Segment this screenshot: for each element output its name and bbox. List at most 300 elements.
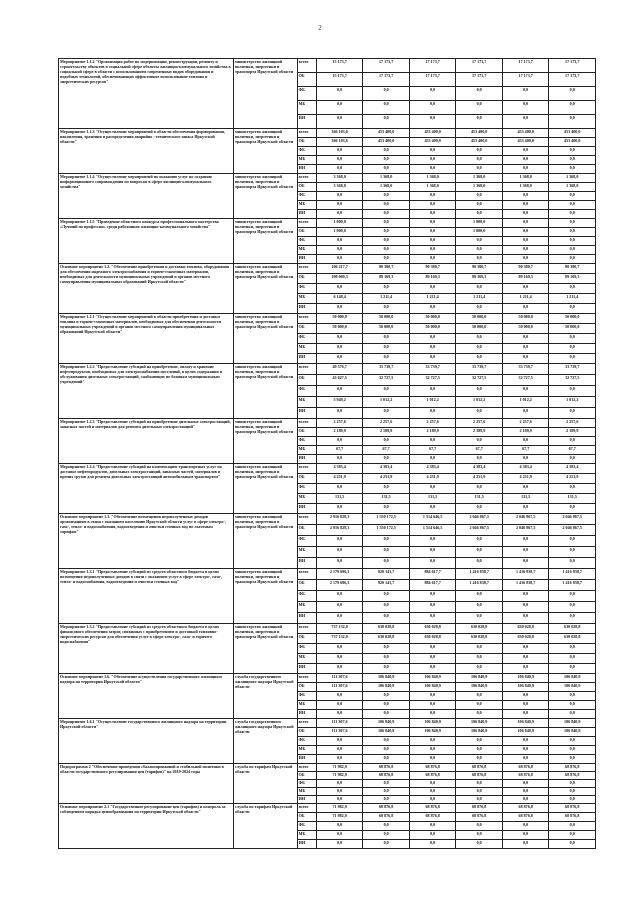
amount-cell: 15 173,7	[316, 73, 363, 87]
amount-cell: 17 173,7	[456, 73, 503, 87]
amount-cell: 0,0	[502, 710, 549, 719]
amount-cell: 106 840,9	[456, 674, 503, 683]
amount-cell: 0,0	[363, 664, 410, 674]
funding-source-label: ИИ	[297, 354, 316, 364]
amount-cell: 4 383,4	[409, 464, 456, 474]
measure-executor: министерство жилищной политики, энергетики и транспорта Иркутской области	[233, 364, 297, 419]
amount-cell: 0,0	[409, 780, 456, 788]
measure-executor: министерство жилищной политики, энергетики и транспорта Иркутской области	[233, 419, 297, 464]
amount-cell: 50 000,0	[409, 324, 456, 334]
amount-cell: 0,0	[409, 796, 456, 804]
amount-cell: 68 876,8	[456, 813, 503, 822]
amount-cell: 33 739,7	[502, 364, 549, 375]
amount-cell: 2 257,6	[363, 419, 410, 428]
amount-cell: 453 400,0	[502, 138, 549, 147]
amount-cell: 0,0	[363, 344, 410, 354]
amount-cell: 0,0	[409, 165, 456, 174]
amount-cell: 106 840,9	[456, 728, 503, 737]
amount-cell: 0,0	[409, 87, 456, 101]
amount-cell: 0,0	[363, 201, 410, 210]
amount-cell: 1 012,2	[363, 397, 410, 408]
amount-cell: 0,0	[456, 210, 503, 219]
amount-cell: 0,0	[549, 602, 596, 613]
amount-cell: 0,0	[549, 115, 596, 129]
amount-cell: 131,5	[409, 494, 456, 504]
amount-cell: 50 000,0	[502, 314, 549, 324]
amount-cell: 0,0	[409, 504, 456, 514]
amount-cell: 630 028,8	[456, 624, 503, 634]
amount-cell: 106 840,9	[502, 674, 549, 683]
amount-cell: 0,0	[549, 284, 596, 294]
amount-cell: 131,5	[316, 494, 363, 504]
amount-cell: 0,0	[409, 408, 456, 419]
amount-cell: 131,5	[363, 494, 410, 504]
amount-cell: 6 148,4	[316, 294, 363, 304]
amount-cell: 0,0	[363, 602, 410, 613]
amount-cell: 17 173,7	[549, 73, 596, 87]
amount-cell: 0,0	[456, 547, 503, 558]
table-row	[59, 59, 596, 73]
amount-cell: 0,0	[363, 156, 410, 165]
amount-cell: 366 103,6	[316, 129, 363, 138]
amount-cell: 0,0	[502, 210, 549, 219]
funding-source-label: ФБ	[297, 822, 316, 831]
amount-cell: 0,0	[549, 219, 596, 228]
amount-cell: 0,0	[549, 822, 596, 831]
amount-cell: 737 132,0	[316, 634, 363, 644]
amount-cell: 0,0	[316, 504, 363, 514]
amount-cell: 67,7	[456, 446, 503, 455]
amount-cell: 0,0	[502, 165, 549, 174]
amount-cell: 0,0	[409, 746, 456, 755]
amount-cell: 0,0	[456, 536, 503, 547]
amount-cell: 68 876,8	[549, 764, 596, 772]
amount-cell: 0,0	[409, 147, 456, 156]
amount-cell: 4 251,9	[363, 474, 410, 484]
amount-cell: 0,0	[549, 455, 596, 464]
amount-cell: 1 012,2	[456, 397, 503, 408]
funding-source-label: всего	[297, 804, 316, 813]
amount-cell: 0,0	[549, 536, 596, 547]
amount-cell: 0,0	[409, 644, 456, 654]
funding-source-label: МБ	[297, 746, 316, 755]
amount-cell: 1 368,0	[456, 174, 503, 183]
amount-cell: 2 046 867,5	[549, 525, 596, 536]
amount-cell: 0,0	[316, 386, 363, 397]
funding-source-label: ОБ	[297, 274, 316, 284]
amount-cell: 68 876,8	[502, 764, 549, 772]
amount-cell: 0,0	[316, 746, 363, 755]
amount-cell: 1 000,0	[316, 219, 363, 228]
amount-cell: 0,0	[316, 644, 363, 654]
amount-cell: 0,0	[549, 304, 596, 314]
amount-cell: 0,0	[316, 780, 363, 788]
funding-source-label: МБ	[297, 201, 316, 210]
budget-table-wrapper	[58, 58, 596, 849]
amount-cell: 4 251,9	[456, 474, 503, 484]
amount-cell: 0,0	[549, 788, 596, 796]
amount-cell: 0,0	[456, 284, 503, 294]
amount-cell: 0,0	[363, 755, 410, 764]
amount-cell: 1 416 838,7	[456, 569, 503, 580]
amount-cell: 0,0	[363, 840, 410, 849]
amount-cell: 0,0	[363, 192, 410, 201]
amount-cell: 1 000,0	[456, 228, 503, 237]
amount-cell: 106 840,9	[409, 683, 456, 692]
amount-cell: 68 876,8	[409, 804, 456, 813]
table-row	[59, 264, 596, 274]
amount-cell: 0,0	[363, 408, 410, 419]
amount-cell: 0,0	[316, 101, 363, 115]
amount-cell: 0,0	[549, 796, 596, 804]
measure-title: Основное мероприятие 1.6. "Обеспечение осуществления государственного жилищного надзора на территории Иркутской области"	[59, 674, 234, 719]
funding-source-label: ОБ	[297, 813, 316, 822]
amount-cell: 17 173,7	[502, 73, 549, 87]
amount-cell: 32 727,5	[502, 375, 549, 386]
funding-source-label: ИИ	[297, 304, 316, 314]
table-row	[59, 219, 596, 228]
amount-cell: 0,0	[363, 613, 410, 624]
amount-cell: 106 840,9	[363, 719, 410, 728]
amount-cell: 0,0	[502, 101, 549, 115]
amount-cell: 366 103,6	[316, 138, 363, 147]
amount-cell: 68 876,8	[502, 772, 549, 780]
funding-source-label: всего	[297, 514, 316, 525]
funding-source-label: ОБ	[297, 73, 316, 87]
amount-cell: 106 840,9	[363, 728, 410, 737]
amount-cell: 68 876,8	[456, 764, 503, 772]
amount-cell: 0,0	[316, 408, 363, 419]
amount-cell: 0,0	[549, 246, 596, 255]
amount-cell: 50 000,0	[456, 314, 503, 324]
amount-cell: 71 982,9	[316, 764, 363, 772]
measure-executor: министерство жилищной политики, энергетики и транспорта Иркутской области	[233, 174, 297, 219]
funding-source-label: МБ	[297, 547, 316, 558]
amount-cell: 0,0	[502, 237, 549, 246]
amount-cell: 0,0	[502, 386, 549, 397]
amount-cell: 1 368,0	[456, 183, 503, 192]
amount-cell: 884 617,7	[409, 580, 456, 591]
amount-cell: 0,0	[409, 201, 456, 210]
measure-title: Мероприятие 1.3.1 "Предоставление субсидий из средств областного бюджета в целях возмещения недополученных доходов в связи с оказанием услуг в сфере электро-, газо-, тепло- и водоснабжения, водоотведения и очистки сточных вод"	[59, 569, 234, 624]
funding-source-label: ИИ	[297, 115, 316, 129]
funding-source-label: ИИ	[297, 210, 316, 219]
amount-cell: 737 132,0	[316, 624, 363, 634]
amount-cell: 0,0	[409, 536, 456, 547]
amount-cell: 0,0	[549, 344, 596, 354]
amount-cell: 2 189,9	[549, 428, 596, 437]
amount-cell: 0,0	[502, 796, 549, 804]
amount-cell: 0,0	[502, 219, 549, 228]
funding-source-label: ФБ	[297, 780, 316, 788]
amount-cell: 4 383,4	[456, 464, 503, 474]
amount-cell: 50 000,0	[363, 324, 410, 334]
amount-cell: 0,0	[502, 255, 549, 264]
amount-cell: 0,0	[363, 219, 410, 228]
amount-cell: 1 416 838,7	[549, 569, 596, 580]
amount-cell: 100 069,3	[316, 274, 363, 284]
amount-cell: 0,0	[502, 644, 549, 654]
amount-cell: 884 617,7	[409, 569, 456, 580]
funding-source-label: всего	[297, 719, 316, 728]
amount-cell: 89 169,3	[409, 274, 456, 284]
amount-cell: 0,0	[316, 547, 363, 558]
funding-source-label: ИИ	[297, 165, 316, 174]
amount-cell: 1 416 838,7	[502, 580, 549, 591]
amount-cell: 106 840,9	[363, 674, 410, 683]
funding-source-label: МБ	[297, 788, 316, 796]
amount-cell: 0,0	[316, 591, 363, 602]
amount-cell: 67,7	[549, 446, 596, 455]
funding-source-label: МБ	[297, 602, 316, 613]
amount-cell: 68 876,8	[409, 813, 456, 822]
amount-cell: 2 257,6	[456, 419, 503, 428]
amount-cell: 1 211,4	[409, 294, 456, 304]
amount-cell: 33 739,7	[549, 364, 596, 375]
amount-cell: 0,0	[363, 644, 410, 654]
amount-cell: 106 840,9	[549, 728, 596, 737]
amount-cell: 0,0	[502, 788, 549, 796]
amount-cell: 50 000,0	[409, 314, 456, 324]
funding-source-label: ИИ	[297, 755, 316, 764]
amount-cell: 17 173,7	[409, 73, 456, 87]
amount-cell: 89 169,3	[456, 274, 503, 284]
funding-source-label: ОБ	[297, 525, 316, 536]
table-row	[59, 174, 596, 183]
amount-cell: 0,0	[456, 156, 503, 165]
amount-cell: 0,0	[409, 737, 456, 746]
amount-cell: 50 000,0	[456, 324, 503, 334]
amount-cell: 0,0	[316, 788, 363, 796]
funding-source-label: всего	[297, 364, 316, 375]
amount-cell: 0,0	[363, 334, 410, 344]
amount-cell: 0,0	[502, 87, 549, 101]
amount-cell: 5 949,2	[316, 397, 363, 408]
amount-cell: 1 368,0	[409, 174, 456, 183]
amount-cell: 0,0	[456, 788, 503, 796]
amount-cell: 920 143,7	[363, 569, 410, 580]
amount-cell: 0,0	[549, 87, 596, 101]
amount-cell: 106 840,9	[502, 719, 549, 728]
amount-cell: 2 179 696,3	[316, 569, 363, 580]
amount-cell: 0,0	[456, 344, 503, 354]
amount-cell: 0,0	[456, 192, 503, 201]
amount-cell: 630 028,8	[409, 624, 456, 634]
amount-cell: 0,0	[549, 504, 596, 514]
funding-source-label: всего	[297, 464, 316, 474]
amount-cell: 33 739,7	[363, 364, 410, 375]
amount-cell: 0,0	[363, 210, 410, 219]
amount-cell: 0,0	[549, 147, 596, 156]
amount-cell: 17 173,7	[409, 59, 456, 73]
amount-cell: 453 400,0	[456, 129, 503, 138]
measure-title: Основное мероприятие 2.1 "Государственное регулирование цен (тарифов) и контроль за соблюдением порядка ценообразования на территории Иркутской области"	[59, 804, 234, 849]
amount-cell: 49 576,7	[316, 364, 363, 375]
amount-cell: 0,0	[549, 755, 596, 764]
amount-cell: 0,0	[316, 701, 363, 710]
amount-cell: 0,0	[409, 591, 456, 602]
amount-cell: 0,0	[316, 165, 363, 174]
table-row	[59, 624, 596, 634]
funding-source-label: ФБ	[297, 87, 316, 101]
amount-cell: 50 000,0	[316, 314, 363, 324]
measure-executor: министерство жилищной политики, энергетики и транспорта Иркутской области	[233, 59, 297, 129]
amount-cell: 32 727,5	[549, 375, 596, 386]
amount-cell: 0,0	[549, 701, 596, 710]
funding-source-label: ИИ	[297, 840, 316, 849]
amount-cell: 0,0	[409, 788, 456, 796]
amount-cell: 0,0	[409, 219, 456, 228]
amount-cell: 0,0	[363, 101, 410, 115]
funding-source-label: МБ	[297, 831, 316, 840]
amount-cell: 0,0	[316, 822, 363, 831]
amount-cell: 0,0	[502, 246, 549, 255]
amount-cell: 0,0	[363, 591, 410, 602]
funding-source-label: ИИ	[297, 255, 316, 264]
amount-cell: 0,0	[456, 822, 503, 831]
measure-executor: министерство жилищной политики, энергетики и транспорта Иркутской области	[233, 129, 297, 174]
amount-cell: 0,0	[409, 344, 456, 354]
amount-cell: 0,0	[456, 796, 503, 804]
amount-cell: 0,0	[363, 547, 410, 558]
amount-cell: 0,0	[409, 210, 456, 219]
amount-cell: 0,0	[502, 547, 549, 558]
amount-cell: 0,0	[456, 484, 503, 494]
amount-cell: 1 514 646,5	[409, 514, 456, 525]
amount-cell: 0,0	[502, 746, 549, 755]
measure-executor: служба по тарифам Иркутской области	[233, 804, 297, 849]
funding-source-label: ОБ	[297, 772, 316, 780]
funding-source-label: ОБ	[297, 474, 316, 484]
amount-cell: 0,0	[363, 237, 410, 246]
table-row	[59, 569, 596, 580]
amount-cell: 0,0	[502, 304, 549, 314]
amount-cell: 0,0	[456, 354, 503, 364]
amount-cell: 68 876,8	[502, 804, 549, 813]
amount-cell: 0,0	[409, 547, 456, 558]
measure-executor: служба государственного жилищного надзора Иркутской области	[233, 719, 297, 764]
amount-cell: 17 173,7	[456, 59, 503, 73]
funding-source-label: МБ	[297, 101, 316, 115]
amount-cell: 0,0	[456, 654, 503, 664]
funding-source-label: ИИ	[297, 504, 316, 514]
amount-cell: 17 173,7	[363, 73, 410, 87]
amount-cell: 2 257,6	[409, 419, 456, 428]
funding-source-label: МБ	[297, 246, 316, 255]
amount-cell: 0,0	[409, 484, 456, 494]
amount-cell: 1 368,0	[502, 174, 549, 183]
funding-source-label: МБ	[297, 156, 316, 165]
amount-cell: 0,0	[549, 547, 596, 558]
amount-cell: 3 368,0	[316, 174, 363, 183]
amount-cell: 0,0	[409, 246, 456, 255]
amount-cell: 0,0	[502, 822, 549, 831]
amount-cell: 2 257,6	[502, 419, 549, 428]
amount-cell: 1 368,0	[409, 183, 456, 192]
amount-cell: 0,0	[363, 284, 410, 294]
funding-source-label: всего	[297, 219, 316, 228]
measure-executor: служба государственного жилищного надзора Иркутской области	[233, 674, 297, 719]
amount-cell: 453 400,0	[409, 138, 456, 147]
amount-cell: 0,0	[502, 284, 549, 294]
amount-cell: 0,0	[409, 822, 456, 831]
amount-cell: 0,0	[549, 210, 596, 219]
amount-cell: 0,0	[409, 755, 456, 764]
amount-cell: 2 046 867,5	[456, 514, 503, 525]
amount-cell: 68 876,8	[549, 804, 596, 813]
amount-cell: 0,0	[549, 654, 596, 664]
amount-cell: 0,0	[409, 455, 456, 464]
amount-cell: 0,0	[316, 255, 363, 264]
amount-cell: 68 876,8	[549, 813, 596, 822]
amount-cell: 4 251,9	[502, 474, 549, 484]
amount-cell: 0,0	[502, 591, 549, 602]
amount-cell: 0,0	[409, 654, 456, 664]
amount-cell: 90 380,7	[409, 264, 456, 274]
amount-cell: 68 876,8	[456, 772, 503, 780]
amount-cell: 0,0	[456, 692, 503, 701]
amount-cell: 50 000,0	[316, 324, 363, 334]
amount-cell: 0,0	[549, 354, 596, 364]
funding-source-label: всего	[297, 129, 316, 138]
funding-source-label: ОБ	[297, 138, 316, 147]
funding-source-label: всего	[297, 419, 316, 428]
amount-cell: 630 028,8	[549, 624, 596, 634]
amount-cell: 2 189,9	[316, 428, 363, 437]
amount-cell: 0,0	[502, 484, 549, 494]
amount-cell: 0,0	[549, 710, 596, 719]
amount-cell: 0,0	[363, 484, 410, 494]
funding-source-label: ИИ	[297, 613, 316, 624]
amount-cell: 0,0	[549, 437, 596, 446]
amount-cell: 0,0	[363, 536, 410, 547]
amount-cell: 17 173,7	[502, 59, 549, 73]
amount-cell: 0,0	[549, 840, 596, 849]
amount-cell: 131,5	[456, 494, 503, 504]
funding-source-label: ФБ	[297, 334, 316, 344]
amount-cell: 0,0	[549, 664, 596, 674]
measure-title: Мероприятие 1.6.1 "Осуществление государственного жилищного надзора на территории Иркутской области"	[59, 719, 234, 764]
funding-source-label: ФБ	[297, 484, 316, 494]
amount-cell: 453 400,0	[456, 138, 503, 147]
amount-cell: 33 739,7	[456, 364, 503, 375]
amount-cell: 0,0	[456, 455, 503, 464]
amount-cell: 2 189,9	[363, 428, 410, 437]
amount-cell: 71 982,9	[316, 804, 363, 813]
amount-cell: 89 169,3	[502, 274, 549, 284]
amount-cell: 0,0	[363, 822, 410, 831]
amount-cell: 0,0	[502, 692, 549, 701]
measure-executor: служба по тарифам Иркутской области	[233, 764, 297, 804]
funding-source-label: МБ	[297, 701, 316, 710]
amount-cell: 0,0	[549, 613, 596, 624]
amount-cell: 50 000,0	[549, 324, 596, 334]
funding-source-label: ИИ	[297, 664, 316, 674]
amount-cell: 0,0	[502, 228, 549, 237]
amount-cell: 0,0	[549, 228, 596, 237]
amount-cell: 0,0	[456, 710, 503, 719]
amount-cell: 0,0	[316, 115, 363, 129]
amount-cell: 67,7	[502, 446, 549, 455]
amount-cell: 0,0	[409, 692, 456, 701]
amount-cell: 0,0	[363, 710, 410, 719]
amount-cell: 0,0	[456, 101, 503, 115]
amount-cell: 0,0	[316, 602, 363, 613]
amount-cell: 0,0	[549, 192, 596, 201]
amount-cell: 68 876,8	[409, 772, 456, 780]
funding-source-label: ФБ	[297, 437, 316, 446]
amount-cell: 630 028,8	[456, 634, 503, 644]
